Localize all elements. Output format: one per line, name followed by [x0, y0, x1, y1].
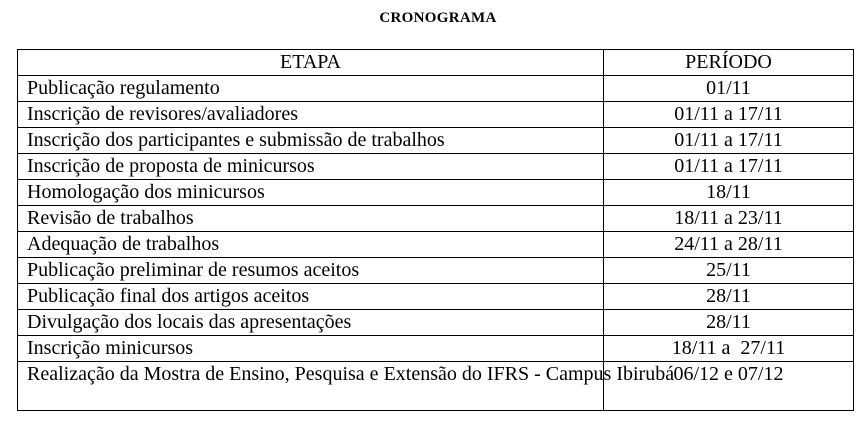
table-row — [18, 362, 854, 411]
period-cell: 25/11 — [604, 258, 854, 284]
table-row — [18, 232, 854, 258]
period-cell: 18/11 a 27/11 — [604, 336, 854, 362]
table-row — [18, 336, 854, 362]
table-header-row — [18, 50, 854, 76]
stage-cell: Publicação preliminar de resumos aceitos — [18, 258, 604, 284]
column-header-stage: ETAPA — [18, 50, 604, 76]
stage-cell: Realização da Mostra de Ensino, Pesquisa e Extensão do IFRS - Campus Ibirubá — [18, 362, 604, 411]
period-cell: 28/11 — [604, 284, 854, 310]
stage-cell: Inscrição minicursos — [18, 336, 604, 362]
table-row — [18, 310, 854, 336]
stage-cell: Inscrição dos participantes e submissão de trabalhos — [18, 128, 604, 154]
table-row — [18, 180, 854, 206]
stage-cell: Publicação final dos artigos aceitos — [18, 284, 604, 310]
table-row — [18, 284, 854, 310]
table-row — [18, 206, 854, 232]
table-row — [18, 154, 854, 180]
stage-cell: Homologação dos minicursos — [18, 180, 604, 206]
stage-cell: Publicação regulamento — [18, 76, 604, 102]
stage-cell: Divulgação dos locais das apresentações — [18, 310, 604, 336]
period-cell: 01/11 a 17/11 — [604, 128, 854, 154]
table-row — [18, 128, 854, 154]
period-cell: 18/11 a 23/11 — [604, 206, 854, 232]
stage-cell: Revisão de trabalhos — [18, 206, 604, 232]
period-cell: 01/11 — [604, 76, 854, 102]
period-cell: 01/11 a 17/11 — [604, 154, 854, 180]
period-cell: 28/11 — [604, 310, 854, 336]
column-header-period: PERÍODO — [604, 50, 854, 76]
period-cell: 18/11 — [604, 180, 854, 206]
stage-cell: Inscrição de proposta de minicursos — [18, 154, 604, 180]
schedule-table — [17, 49, 854, 411]
stage-cell: Inscrição de revisores/avaliadores — [18, 102, 604, 128]
period-cell: 06/12 e 07/12 — [604, 362, 854, 411]
period-cell: 24/11 a 28/11 — [604, 232, 854, 258]
table-row — [18, 102, 854, 128]
table-row — [18, 76, 854, 102]
period-cell: 01/11 a 17/11 — [604, 102, 854, 128]
page-title: CRONOGRAMA — [379, 10, 497, 26]
stage-cell: Adequação de trabalhos — [18, 232, 604, 258]
table-row — [18, 258, 854, 284]
